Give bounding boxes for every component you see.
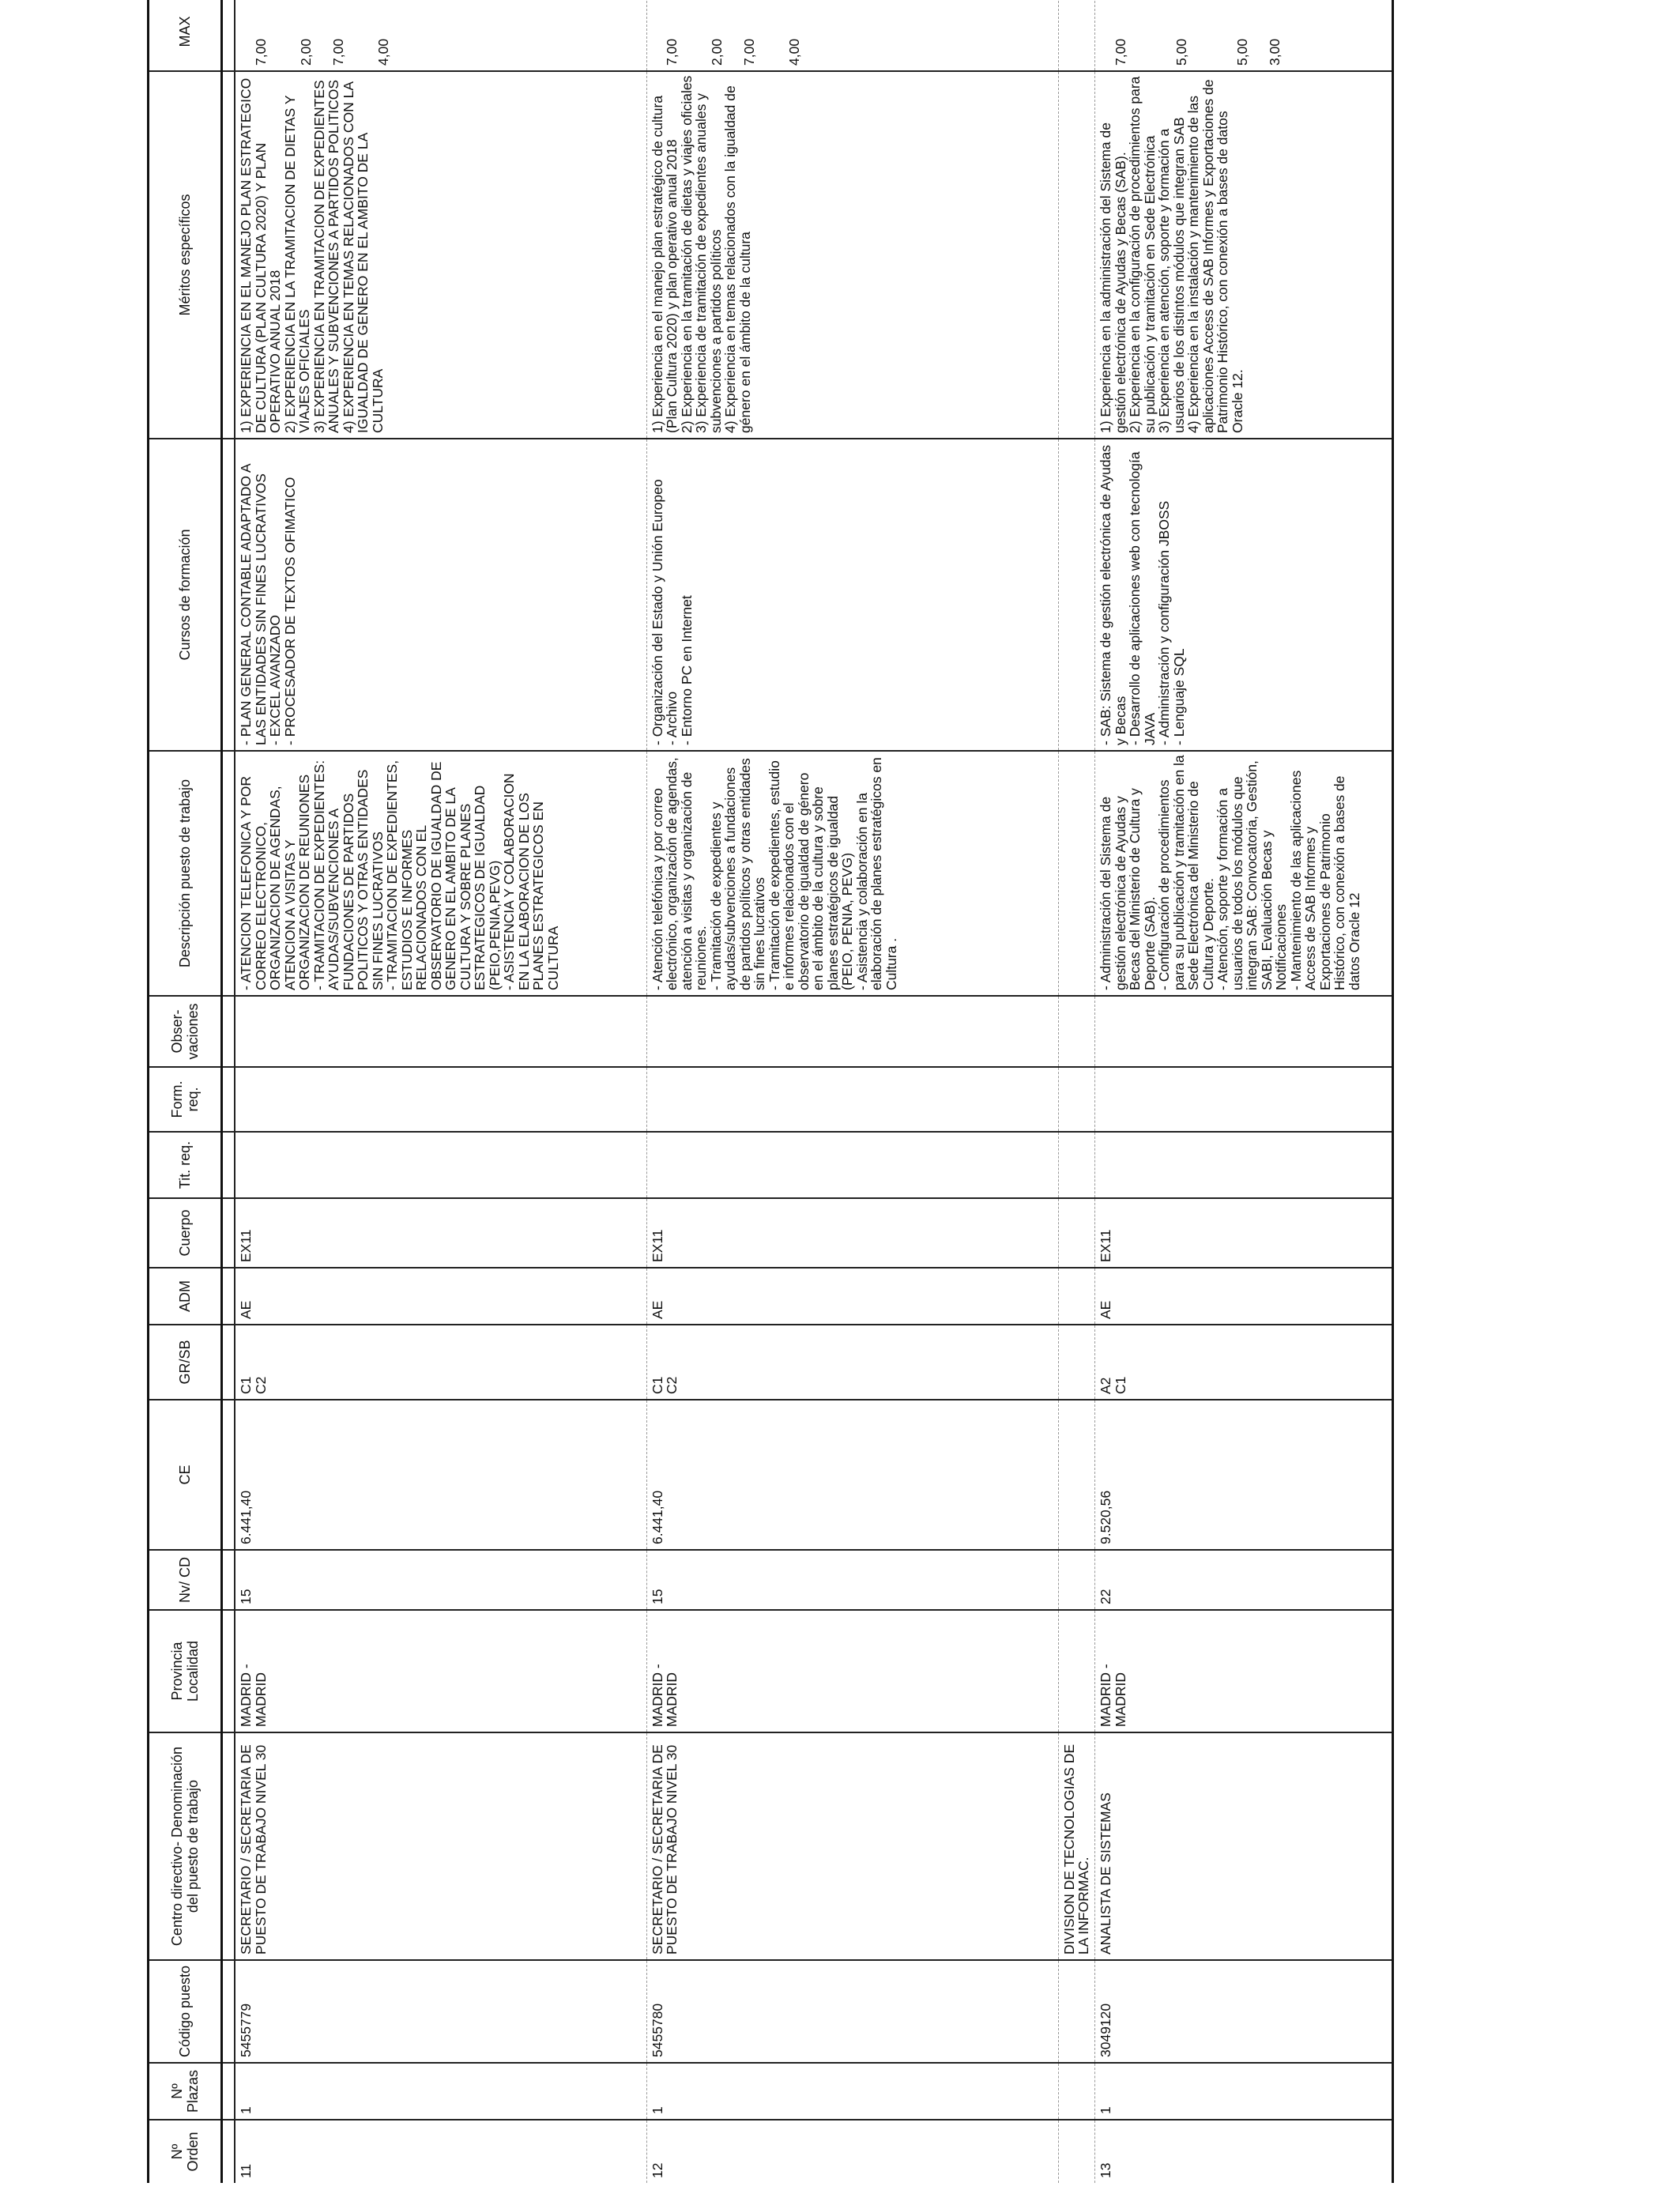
- cell-cursos: - PLAN GENERAL CONTABLE ADAPTADO A LAS ENTIDADES SIN FINES LUCRATIVOS - EXCEL AVANZADO - PROCESADOR DE TEXTOS OFIMATICO: [235, 439, 646, 751]
- max-value: 5,00: [1234, 38, 1250, 66]
- cell-provincia: MADRID - MADRID: [235, 1610, 646, 1732]
- header-plazas: Nº Plazas: [149, 2063, 222, 2120]
- cell-formacion: [646, 1067, 1058, 1132]
- cell-plazas: 1: [646, 2063, 1058, 2120]
- header-titulacion: Tit. req.: [149, 1132, 222, 1198]
- header-provincia: Provincia Localidad: [149, 1610, 222, 1732]
- cell-nivel: 22: [1095, 1550, 1393, 1610]
- cell-formacion: [235, 1067, 646, 1132]
- header-max: MAX: [149, 0, 222, 71]
- header-nivel: Nv/ CD: [149, 1550, 222, 1610]
- cell-provincia: MADRID - MADRID: [646, 1610, 1058, 1732]
- cell-nivel: 15: [235, 1550, 646, 1610]
- cell-adm: AE: [646, 1268, 1058, 1325]
- cell-cursos: - SAB: Sistema de gestión electrónica de Ayudas y Becas - Desarrollo de aplicaciones web con tecnología JAVA - Administración y configuración JBOSS - Lenguaje SQL: [1095, 439, 1393, 751]
- header-row: [149, 0, 222, 2183]
- cell-nivel: 15: [646, 1550, 1058, 1610]
- cell-orden: 13: [1095, 2120, 1393, 2183]
- header-codigo: Código puesto: [149, 1960, 222, 2063]
- max-value: 2,00: [297, 38, 314, 66]
- header-orden: Nº Orden: [149, 2120, 222, 2183]
- cell-grupo: A2 C1: [1095, 1325, 1393, 1400]
- cell-meritos: 1) Experiencia en el manejo plan estratégico de cultura (Plan Cultura 2020) y plan operativo anual 2018 2) Experiencia en la tramitación de dietas y viajes oficiales 3) Experiencia de tramitación de expedientes anuales y subvenciones a partidos políticos 4) Experiencia en temas relacionados con la igualdad de género en el ámbito de la cultura: [646, 71, 1058, 439]
- header-cuerpo: Cuerpo: [149, 1198, 222, 1268]
- max-value: 7,00: [741, 38, 758, 66]
- cell-plazas: 1: [1095, 2063, 1393, 2120]
- cell-centro: ANALISTA DE SISTEMAS: [1095, 1732, 1393, 1960]
- cell-descripcion: - Administración del Sistema de gestión electrónica de Ayudas y Becas del Ministerio de Cultura y Deporte (SAB). - Configuración de procedimientos para su publicación y tramitación en la Sede Electrónica del Ministerio de Cultura y Deporte. - Atención, soporte y formación a usuarios de todos los módulos que integran SAB: Convocatoria, Gestión, SABI, Evaluación Becas y Notificaciones - Mantenimiento de las aplicaciones Access de SAB Informes y Exportaciones de Patrimonio Histórico, con conexión a bases de datos Oracle 12: [1095, 751, 1393, 996]
- cell-centro: SECRETARIO / SECRETARIA DE PUESTO DE TRABAJO NIVEL 30: [235, 1732, 646, 1960]
- max-value: 7,00: [1112, 38, 1128, 66]
- max-value: 7,00: [252, 38, 269, 66]
- header-formacion: Form. req.: [149, 1067, 222, 1132]
- job-positions-table: [147, 0, 1394, 2183]
- header-meritos: Méritos específicos: [149, 71, 222, 439]
- header-cursos: Cursos de formación: [149, 439, 222, 751]
- header-adm: ADM: [149, 1268, 222, 1325]
- cell-max: [646, 0, 1058, 71]
- cell-grupo: C1 C2: [235, 1325, 646, 1400]
- cell-observaciones: [235, 996, 646, 1067]
- cell-cuerpo: EX11: [235, 1198, 646, 1268]
- unit-row: [1058, 0, 1095, 2183]
- header-observaciones: Obser- vaciones: [149, 996, 222, 1067]
- max-value: 4,00: [786, 38, 803, 66]
- cell-grupo: C1 C2: [646, 1325, 1058, 1400]
- cell-cuerpo: EX11: [646, 1198, 1058, 1268]
- max-value: 2,00: [709, 38, 725, 66]
- table-row: [1095, 0, 1393, 2183]
- cell-titulacion: [646, 1132, 1058, 1198]
- unit-name: DIVISION DE TECNOLOGIAS DE LA INFORMAC.: [1058, 1732, 1095, 1960]
- cell-formacion: [1095, 1067, 1393, 1132]
- cell-titulacion: [235, 1132, 646, 1198]
- cell-adm: AE: [235, 1268, 646, 1325]
- max-value: 5,00: [1173, 38, 1189, 66]
- cell-centro: SECRETARIO / SECRETARIA DE PUESTO DE TRABAJO NIVEL 30: [646, 1732, 1058, 1960]
- header-centro: Centro directivo- Denominación del puesto de trabajo: [149, 1732, 222, 1960]
- table-row: [646, 0, 1058, 2183]
- table-row: [235, 0, 646, 2183]
- max-value: 3,00: [1266, 38, 1283, 66]
- cell-provincia: MADRID - MADRID: [1095, 1610, 1393, 1732]
- header-ce: CE: [149, 1400, 222, 1550]
- cell-codigo: 5455780: [646, 1960, 1058, 2063]
- cell-titulacion: [1095, 1132, 1393, 1198]
- cell-ce: 9.520,56: [1095, 1400, 1393, 1550]
- cell-orden: 11: [235, 2120, 646, 2183]
- cell-cuerpo: EX11: [1095, 1198, 1393, 1268]
- row-separator: [222, 0, 235, 2183]
- cell-descripcion: - ATENCION TELEFONICA Y POR CORREO ELECTRONICO, ORGANIZACION DE AGENDAS, ATENCION A VISITAS Y ORGANIZACION DE REUNIONES - TRAMITACION DE EXPEDIENTES: AYUDAS/SUBVENCIONES A FUNDACIONES DE PARTIDOS POLITICOS Y OTRAS ENTIDADES SIN FINES LUCRATIVOS - TRAMITACION DE EXPEDIENTES, ESTUDIOS E INFORMES RELACIONADOS CON EL OBSERVATORIO DE IGUALDAD DE GENERO EN EL AMBITO DE LA CULTURA Y SOBRE PLANES ESTRATEGICOS DE IGUALDAD (PEIO,PENIA,PEVG) - ASISTENCIA Y COLABORACION EN LA ELABORACION DE LOS PLANES ESTRATEGICOS EN CULTURA: [235, 751, 646, 996]
- cell-orden: 12: [646, 2120, 1058, 2183]
- cell-codigo: 5455779: [235, 1960, 646, 2063]
- cell-codigo: 3049120: [1095, 1960, 1393, 2063]
- cell-ce: 6.441,40: [235, 1400, 646, 1550]
- cell-max: [235, 0, 646, 71]
- cell-observaciones: [646, 996, 1058, 1067]
- cell-ce: 6.441,40: [646, 1400, 1058, 1550]
- max-value: 4,00: [375, 38, 391, 66]
- header-descripcion: Descripción puesto de trabajo: [149, 751, 222, 996]
- header-grupo: GR/SB: [149, 1325, 222, 1400]
- cell-max: [1095, 0, 1393, 71]
- max-value: 7,00: [664, 38, 680, 66]
- max-value: 7,00: [330, 38, 346, 66]
- cell-cursos: - Organización del Estado y Unión Europeo - Archivo - Entorno PC en Internet: [646, 439, 1058, 751]
- cell-meritos: 1) Experiencia en la administración del Sistema de gestión electrónica de Ayudas y Becas (SAB). 2) Experiencia en la configuración de procedimientos para su publicación y tramitación en Sede Electrónica 3) Experiencia en atención, soporte y formación a usuarios de los distintos módulos que integran SAB 4) Experiencia en la instalación y mantenimiento de las aplicaciones Access de SAB Informes y Exportaciones de Patrimonio Histórico, con conexión a bases de datos Oracle 12.: [1095, 71, 1393, 439]
- cell-plazas: 1: [235, 2063, 646, 2120]
- cell-meritos: 1) EXPERIENCIA EN EL MANEJO PLAN ESTRATEGICO DE CULTURA (PLAN CULTURA 2020) Y PLAN OPERATIVO ANUAL 2018 2) EXPERIENCIA EN LA TRAMITACION DE DIETAS Y VIAJES OFICIALES 3) EXPERIENCIA EN TRAMITACION DE EXPEDIENTES ANUALES Y SUBVENCIONES A PARTIDOS POLITICOS 4) EXPERIENCIA EN TEMAS RELACIONADOS CON LA IGUALDAD DE GENERO EN EL AMBITO DE LA CULTURA: [235, 71, 646, 439]
- cell-descripcion: - Atención telefónica y por correo electrónico, organización de agendas, atención a visitas y organización de reuniones. - Tramitación de expedientes y ayudas/subvenciones a fundaciones de partidos políticos y otras entidades sin fines lucrativos - Tramitación de expedientes, estudio e informes relacionados con el observatorio de igualdad de género en el ámbito de la cultura y sobre planes estratégicos de igualdad (PEIO, PENIA, PEVG) - Asistencia y colaboración en la elaboración de planes estratégicos en Cultura .: [646, 751, 1058, 996]
- cell-observaciones: [1095, 996, 1393, 1067]
- cell-adm: AE: [1095, 1268, 1393, 1325]
